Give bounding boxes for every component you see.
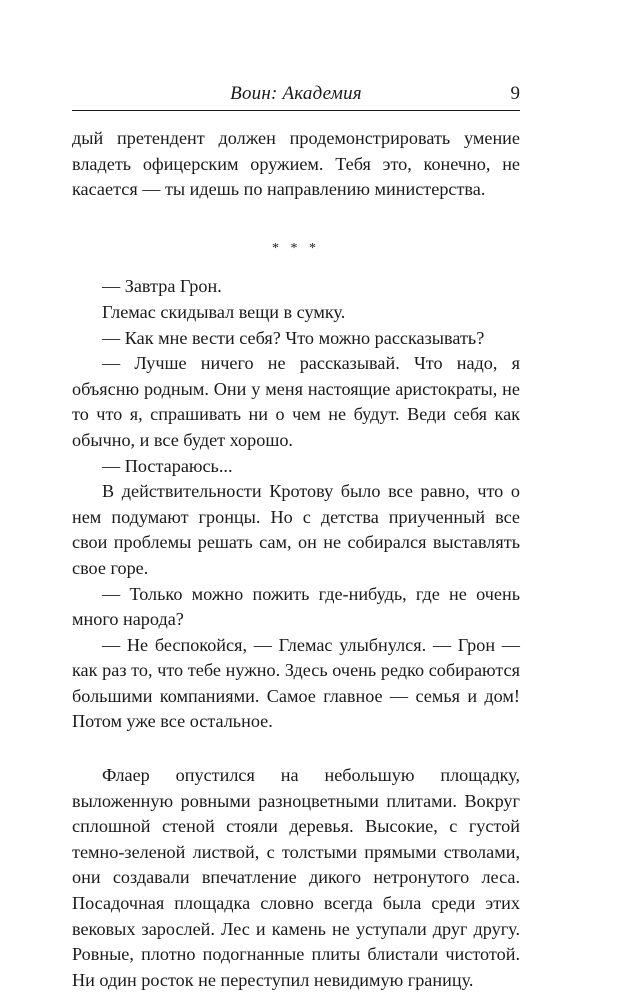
dialogue-line: — Только можно пожить где-нибудь, где не очень много народа? <box>72 583 520 630</box>
paragraph: В действительности Кротову было все равно, что о нем подумают гронцы. Но с детства приученный все свои проблемы решать сам, он не собирался выставлять свое горе. <box>72 481 520 578</box>
paragraph: Глемас скидывал вещи в сумку. <box>102 301 346 322</box>
body-text <box>72 126 520 993</box>
running-head <box>72 82 520 108</box>
dialogue-line: — Как мне вести себя? Что можно рассказывать? <box>102 327 485 348</box>
page-number: 9 <box>510 83 520 104</box>
dialogue-line: — Не беспокойся, — Глемас улыбнулся. — Грон — как раз то, что тебе нужно. Здесь очень редко собираются большими компаниями. Самое главное — семья и дом! Потом уже все остальное. <box>72 634 520 732</box>
spacer <box>72 261 520 274</box>
spacer <box>72 735 520 763</box>
spacer <box>72 203 520 236</box>
section-separator: * * * <box>272 240 320 256</box>
paragraph: Флаер опустился на небольшую площадку, выложенную ровными разноцветными плитами. Вокруг сплошной стеной стояли деревья. Высокие, с густой темно-зеленой листвой, с толстыми прямыми стволами, они создавали впечатление дикого нетронутого леса. Посадочная площадка словно всегда была среди этих вековых зарослей. Лес и камень не уступали друг другу. Ровные, плотно подогнанные плиты блистали чистотой. Ни один росток не переступил невидимую границу. <box>72 765 520 990</box>
running-title: Воин: Академия <box>230 83 362 104</box>
dialogue-line: — Лучше ничего не рассказывай. Что надо, я объясню родным. Они у меня настоящие аристократы, не то что я, спрашивать ни о чем не будут. Веди себя как обычно, и все будет хорошо. <box>72 353 520 450</box>
paragraph-continuation: дый претендент должен продемонстрировать умение владеть офицерским оружием. Тебя это, конечно, не касается — ты идешь по направлению министерства. <box>72 128 520 200</box>
header-rule <box>72 110 520 111</box>
dialogue-line: — Завтра Грон. <box>102 276 222 297</box>
dialogue-line: — Постараюсь... <box>102 455 233 476</box>
